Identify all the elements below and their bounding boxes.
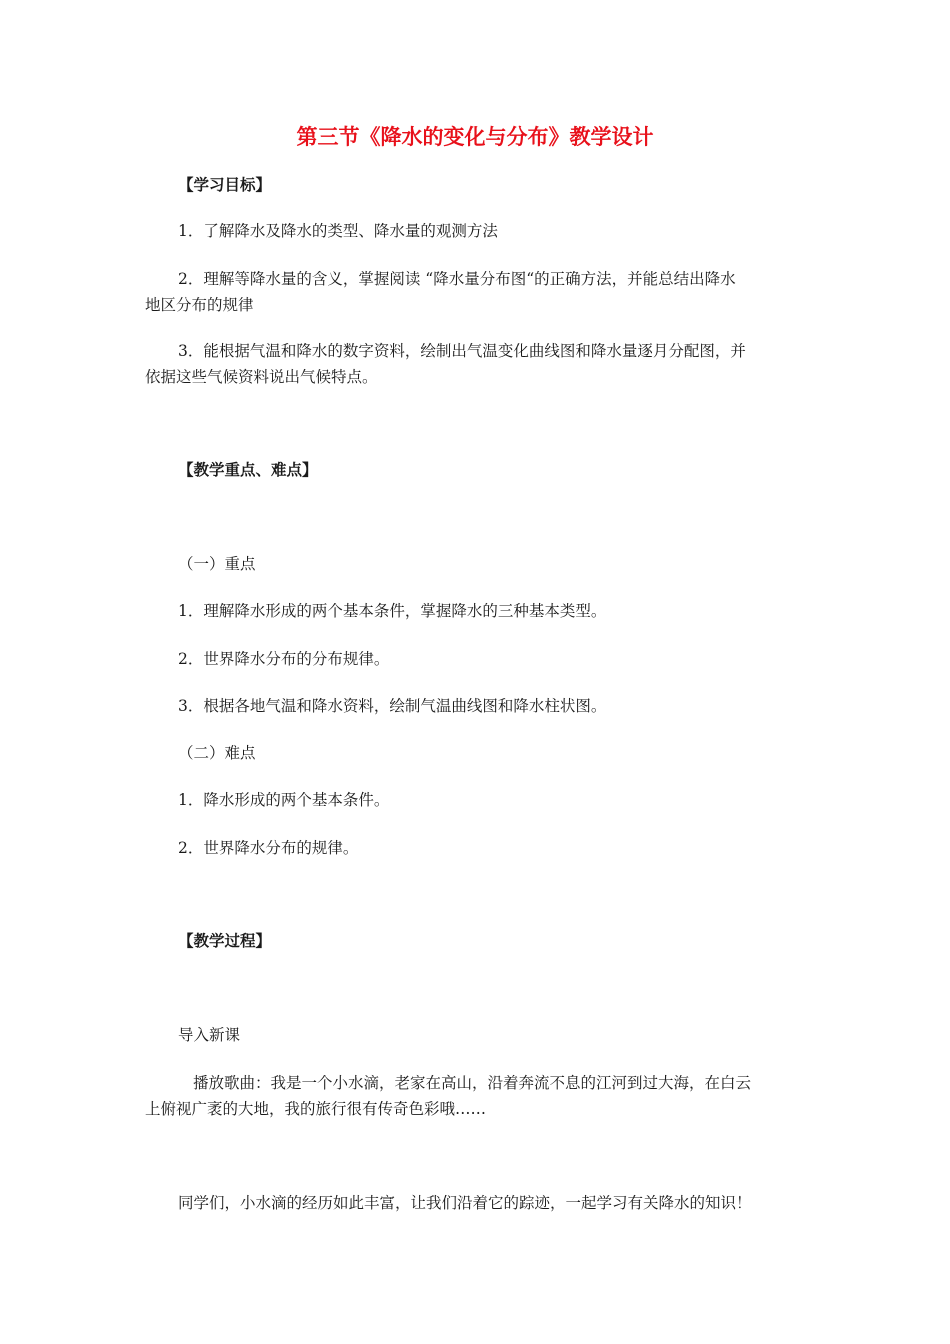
- song-paragraph-line-1: 播放歌曲：我是一个小水滴，老家在高山，沿着奔流不息的江河到过大海，在白云: [193, 1074, 752, 1092]
- closing-paragraph: 同学们，小水滴的经历如此丰富，让我们沿着它的踪迹，一起学习有关降水的知识！: [178, 1194, 752, 1212]
- document-title: 第三节《降水的变化与分布》教学设计: [296, 125, 654, 149]
- section-heading-process: 【教学过程】: [178, 932, 272, 950]
- difficulty-item-1: 1．降水形成的两个基本条件。: [178, 791, 390, 809]
- focus-item-3: 3．根据各地气温和降水资料，绘制气温曲线图和降水柱状图。: [178, 697, 607, 715]
- section-heading-objectives: 【学习目标】: [178, 176, 272, 194]
- focus-item-2: 2．世界降水分布的分布规律。: [178, 650, 390, 668]
- objective-item-2-cont: 地区分布的规律: [145, 296, 254, 314]
- section-heading-key-points: 【教学重点、难点】: [178, 461, 318, 479]
- song-paragraph-line-2: 上俯视广袤的大地，我的旅行很有传奇色彩哦……: [145, 1100, 487, 1118]
- focus-item-1: 1．理解降水形成的两个基本条件，掌握降水的三种基本类型。: [178, 602, 607, 620]
- difficulty-item-2: 2．世界降水分布的规律。: [178, 839, 359, 857]
- objective-item-3-cont: 依据这些气候资料说出气候特点。: [145, 368, 378, 386]
- objective-item-1: 1．了解降水及降水的类型、降水量的观测方法: [178, 222, 498, 240]
- intro-label: 导入新课: [178, 1026, 241, 1044]
- difficulty-label: （二）难点: [178, 744, 256, 762]
- objective-item-3: 3．能根据气温和降水的数字资料，绘制出气温变化曲线图和降水量逐月分配图，并: [178, 342, 746, 360]
- objective-item-2: 2．理解等降水量的含义，掌握阅读 “降水量分布图“的正确方法，并能总结出降水: [178, 270, 736, 288]
- focus-label: （一）重点: [178, 555, 256, 573]
